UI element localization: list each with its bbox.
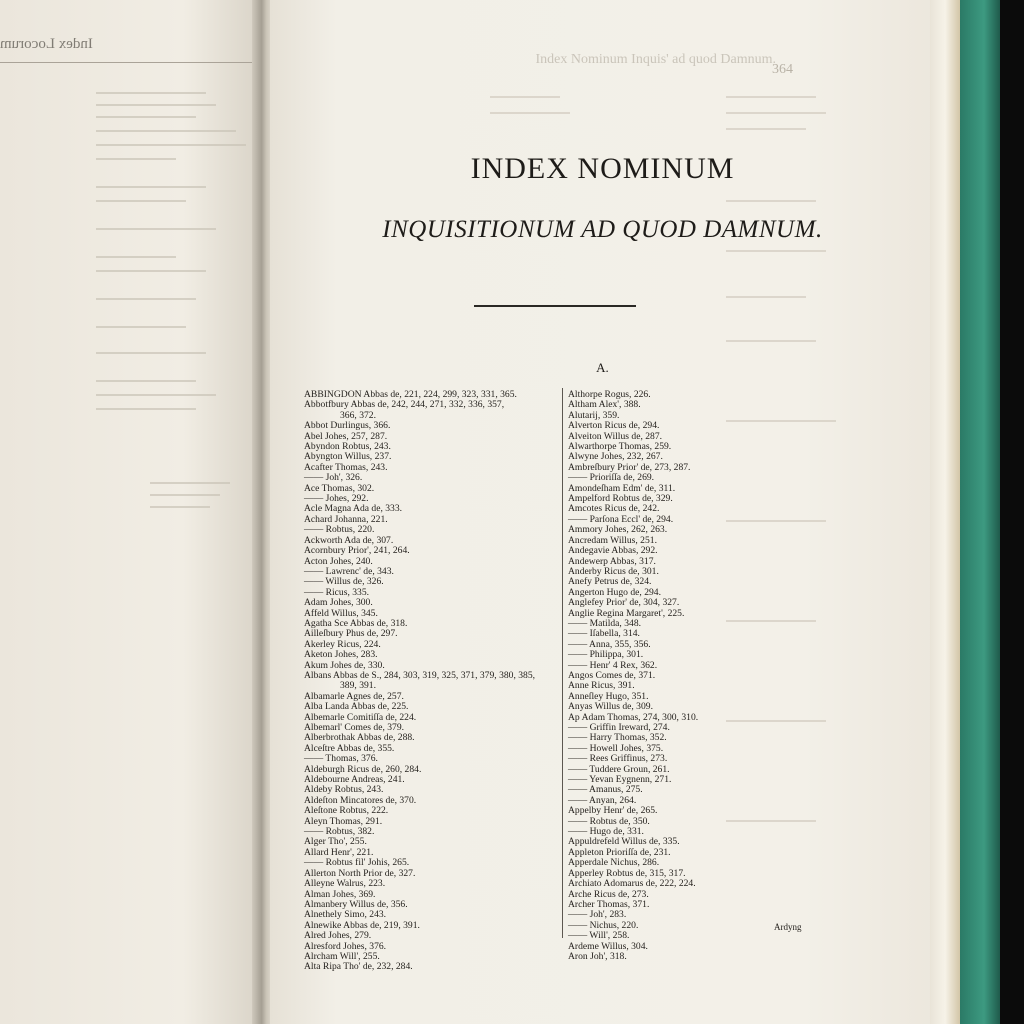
index-entry: Aldeby Robtus, 243. [304, 784, 384, 796]
index-entry: Archiato Adomarus de, 222, 224. [568, 878, 696, 890]
index-entry: Aldebourne Andreas, 241. [304, 774, 405, 786]
index-entry: Alceſtre Abbas de, 355. [304, 742, 395, 754]
index-entry: Ailleſbury Phus de, 297. [304, 628, 398, 640]
index-entry: Angerton Hugo de, 294. [568, 586, 661, 598]
index-entry: Ap Adam Thomas, 274, 300, 310. [568, 711, 699, 723]
section-letter: A. [596, 360, 609, 375]
index-entry: —— Henr' 4 Rex, 362. [568, 659, 658, 671]
index-column-left [304, 390, 556, 973]
index-entry: Acle Magna Ada de, 333. [304, 503, 403, 515]
book-cover [960, 0, 1000, 1024]
index-entry: Andewerp Abbas, 317. [568, 555, 656, 567]
bleed-through-line [726, 340, 816, 342]
index-entry: Anglie Regina Margaret', 225. [568, 607, 685, 619]
bleed-through-line [96, 144, 246, 146]
index-entry: Ackworth Ada de, 307. [304, 534, 394, 546]
bleed-through-line [96, 298, 196, 300]
index-entry: Appleton Prioriſſa de, 231. [568, 846, 671, 858]
title-rule [474, 305, 636, 307]
index-entry: Affeld Willus, 345. [304, 607, 378, 619]
index-entry: Abbotfbury Abbas de, 242, 244, 271, 332, 336, 357, [304, 399, 505, 411]
index-entry: Alred Johes, 279. [304, 930, 372, 942]
index-entry: Aron Joh', 318. [568, 950, 627, 962]
bleed-through-line [150, 506, 210, 508]
bleed-through-line [726, 250, 826, 252]
index-entry: Almanbery Willus de, 356. [304, 898, 408, 910]
bleed-through-line [96, 380, 196, 382]
index-entry: —— Anna, 355, 356. [568, 638, 651, 650]
index-entry: —— Thomas, 376. [304, 753, 378, 765]
index-entry: Acornbury Prior', 241, 264. [304, 545, 410, 557]
index-entry: Albamarle Agnes de, 257. [304, 690, 404, 702]
index-entry: Andegavie Abbas, 292. [568, 545, 658, 557]
index-entry: Aleſtone Robtus, 222. [304, 805, 389, 817]
column-divider [562, 388, 563, 938]
bleed-through-page-number: 364 [772, 62, 793, 77]
index-entry: Abyndon Robtus, 243. [304, 441, 391, 453]
index-entry: —— Robtus de, 350. [568, 815, 650, 827]
index-entry: Aldeburgh Ricus de, 260, 284. [304, 763, 422, 775]
index-entry: Alnewike Abbas de, 219, 391. [304, 919, 420, 931]
index-entry: Apperley Robtus de, 315, 317. [568, 867, 686, 879]
bleed-through-line [490, 96, 560, 98]
index-entry: Appuldrefeld Willus de, 335. [568, 836, 680, 848]
bleed-through-line [96, 394, 216, 396]
index-entry: —— Howell Johes, 375. [568, 742, 664, 754]
index-entry: Amcotes Ricus de, 242. [568, 503, 660, 515]
index-entry: —— Joh', 326. [304, 472, 363, 484]
index-entry: Aldeſton Mincatores de, 370. [304, 794, 417, 806]
bleed-through-line [96, 130, 236, 132]
index-entry: —— Matilda, 348. [568, 617, 642, 629]
bleed-through-line [96, 104, 216, 106]
index-entry: Alberbrothak Abbas de, 288. [304, 732, 415, 744]
left-page [0, 0, 262, 1024]
index-entry: Adam Johes, 300. [304, 597, 373, 609]
index-entry: Alverton Ricus de, 294. [568, 420, 660, 432]
index-entry: Abel Johes, 257, 287. [304, 430, 388, 442]
left-header-rule [0, 62, 262, 63]
index-entry: —— Willus de, 326. [304, 576, 384, 588]
index-entry: —— Ricus, 335. [304, 586, 370, 598]
index-entry: Alba Landa Abbas de, 225. [304, 701, 409, 713]
bleed-through-line [96, 92, 206, 94]
index-entry: —— Amanus, 275. [568, 784, 643, 796]
right-page [270, 0, 935, 1024]
index-entry: Anne Ricus, 391. [568, 680, 635, 692]
bleed-through-line [96, 326, 186, 328]
bleed-through-line [726, 296, 806, 298]
bleed-through-line [96, 200, 186, 202]
index-entry: Arche Ricus de, 273. [568, 888, 649, 900]
index-entry: —— Lawrenc' de, 343. [304, 565, 394, 577]
index-entry: —— Nichus, 220. [568, 919, 639, 931]
index-entry: Allerton North Prior de, 327. [304, 867, 416, 879]
index-entry: Apperdale Nichus, 286. [568, 857, 660, 869]
page-title: INDEX NOMINUM [470, 152, 735, 185]
index-entry: Akerley Ricus, 224. [304, 638, 381, 650]
bleed-through-line [726, 128, 806, 130]
index-entry: —— Johes, 292. [304, 493, 369, 505]
index-entry: Aketon Johes, 283. [304, 649, 378, 661]
index-entry: Althorpe Rogus, 226. [568, 389, 651, 400]
index-entry: Alnethely Simo, 243. [304, 909, 387, 921]
index-entry: Angos Comes de, 371. [568, 669, 656, 681]
index-entry: —— Yevan Eygnenn, 271. [568, 774, 672, 786]
index-entry: Anyas Willus de, 309. [568, 701, 653, 713]
bleed-through-line [96, 158, 176, 160]
index-entry: Amondeſham Edm' de, 311. [568, 482, 676, 494]
bleed-through-header: Index Nominum Inquis' ad quod Damnum. [535, 52, 776, 67]
bleed-through-line [726, 112, 826, 114]
index-entry: —— Rees Griffinus, 273. [568, 753, 668, 765]
index-entry: Acafter Thomas, 243. [304, 461, 388, 473]
index-entry: —— Tuddere Groun, 261. [568, 763, 670, 775]
index-entry: —— Harry Thomas, 352. [568, 732, 667, 744]
index-entry: Alveiton Willus de, 287. [568, 430, 663, 442]
index-entry: Akum Johes de, 330. [304, 659, 385, 671]
index-entry: Ampelford Robtus de, 329. [568, 493, 673, 505]
index-entry: 389, 391. [340, 680, 376, 692]
index-entry: 366, 372. [340, 409, 376, 421]
index-entry: ABBINGDON Abbas de, 221, 224, 299, 323, 331, 365. [304, 389, 517, 400]
index-entry: Alger Tho', 255. [304, 836, 367, 848]
bleed-through-line [96, 256, 176, 258]
bleed-through-line [96, 270, 206, 272]
index-entry: —— Robtus, 220. [304, 524, 375, 536]
bleed-through-line [96, 228, 216, 230]
bleed-through-line [726, 96, 816, 98]
index-entry: —— Iſabella, 314. [568, 628, 640, 640]
index-entry: Alleyne Walrus, 223. [304, 878, 386, 890]
index-entry: —— Griffin Ireward, 274. [568, 722, 670, 733]
index-entry: Anefy Petrus de, 324. [568, 576, 652, 588]
page-subtitle: INQUISITIONUM AD QUOD DAMNUM. [382, 216, 823, 243]
index-entry: —— Anyan, 264. [568, 794, 637, 806]
index-entry: Aleyn Thomas, 291. [304, 815, 383, 827]
index-entry: Alman Johes, 369. [304, 888, 376, 900]
index-entry: Alta Ripa Tho' de, 232, 284. [304, 961, 413, 973]
bleed-through-line [150, 482, 230, 484]
left-page-header: Index Locorum [0, 36, 93, 52]
bleed-through-line [96, 408, 196, 410]
index-entry: Ambreſbury Prior' de, 273, 287. [568, 461, 691, 473]
index-entry: Abyngton Willus, 237. [304, 451, 392, 463]
index-entry: Appelby Henr' de, 265. [568, 805, 658, 817]
index-entry: Anglefey Prior' de, 304, 327. [568, 597, 680, 609]
index-entry: Albemarle Comitiſſa de, 224. [304, 711, 417, 723]
index-entry: Alwarthorpe Thomas, 259. [568, 441, 672, 453]
index-entry: —— Philippa, 301. [568, 649, 644, 661]
index-entry: Alutarij, 359. [568, 409, 620, 421]
index-entry: Ardeme Willus, 304. [568, 940, 648, 952]
index-entry: —— Hugo de, 331. [568, 826, 644, 838]
bleed-through-line [150, 494, 220, 496]
index-entry: Acton Johes, 240. [304, 555, 373, 567]
index-entry: Anneſley Hugo, 351. [568, 690, 649, 702]
index-entry: Ace Thomas, 302. [304, 482, 375, 494]
index-entry: Altham Alex', 388. [568, 399, 641, 411]
index-entry: —— Robtus fil' Johis, 265. [304, 857, 410, 869]
index-column-right [568, 390, 748, 962]
index-entry: Anderby Ricus de, 301. [568, 565, 659, 577]
index-entry: Agatha Sce Abbas de, 318. [304, 617, 408, 629]
index-entry: —— Robtus, 382. [304, 826, 375, 838]
index-entry: —— Joh', 283. [568, 909, 627, 921]
index-entry: Albemarl' Comes de, 379. [304, 722, 405, 733]
index-entry: —— Will', 258. [568, 930, 630, 942]
bleed-through-line [490, 112, 570, 114]
index-entry: Abbot Durlingus, 366. [304, 420, 391, 432]
index-entry: Alwyne Johes, 232, 267. [568, 451, 663, 463]
bleed-through-line [726, 200, 816, 202]
catchword: Ardyng [774, 922, 802, 932]
index-entry: Allard Henr', 221. [304, 846, 374, 858]
index-entry: —— Prioriſſa de, 269. [568, 472, 655, 484]
bleed-through-line [96, 116, 196, 118]
bleed-through-line [96, 186, 206, 188]
index-entry: Ammory Johes, 262, 263. [568, 524, 668, 536]
index-entry: Ancredam Willus, 251. [568, 534, 657, 546]
index-entry: Archer Thomas, 371. [568, 898, 650, 910]
index-entry: Albans Abbas de S., 284, 303, 319, 325, 371, 379, 380, 385, [304, 669, 536, 681]
index-entry: Alresford Johes, 376. [304, 940, 387, 952]
index-entry: —— Parſona Eccl' de, 294. [568, 513, 674, 525]
bleed-through-line [96, 352, 206, 354]
index-entry: Alrcham Will', 255. [304, 950, 380, 962]
index-entry: Achard Johanna, 221. [304, 513, 388, 525]
